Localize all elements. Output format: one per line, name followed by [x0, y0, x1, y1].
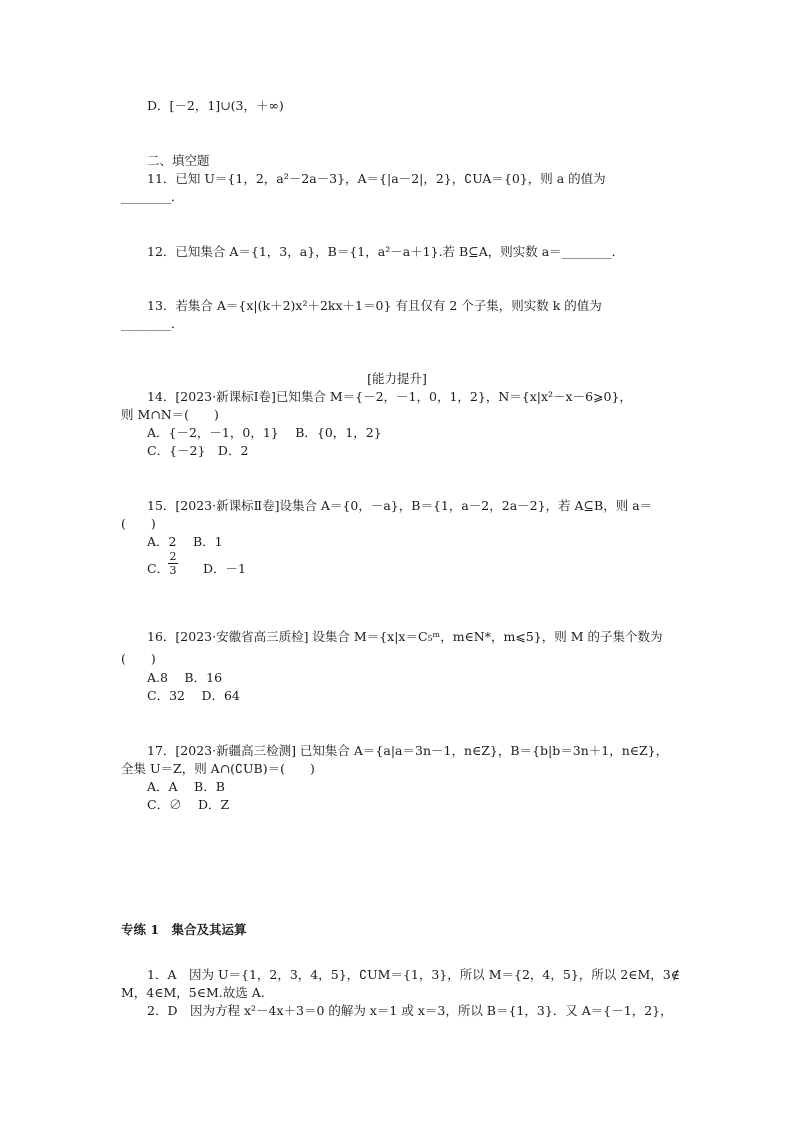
- question-14-line-2: 则 M∩N＝( ): [121, 407, 219, 422]
- question-12: 12．已知集合 A＝{1，3，a}，B＝{1，a²－a＋1}.若 B⊆A，则实数 a＝________．: [147, 244, 625, 259]
- question-15-option-c-label: C．: [147, 561, 170, 576]
- question-13-line-2: ________．: [121, 316, 184, 331]
- question-14-line-1: 14．[2023·新课标Ⅰ卷]已知集合 M＝{－2，－1，0，1，2}，N＝{x|x²－x－6⩾0}，: [147, 389, 632, 404]
- fraction-denominator: 3: [169, 564, 177, 577]
- question-15-options-ab: A．2 B．1: [147, 534, 223, 549]
- question-11-line-2: ________．: [121, 189, 184, 204]
- question-14-options-ab: A．{－2，－1，0，1} B．{0，1，2}: [147, 425, 382, 440]
- prev-question-option-d: D．[－2，1]∪(3，＋∞): [147, 98, 284, 113]
- question-17-line-2: 全集 U＝Z，则 A∩(∁UB)＝( ): [121, 761, 315, 776]
- question-15-fraction: [168, 550, 178, 577]
- question-15-line-1: 15．[2023·新课标Ⅱ卷]设集合 A＝{0，－a}，B＝{1，a－2，2a－2}，若 A⊆B，则 a＝: [147, 498, 653, 513]
- question-17-line-1: 17．[2023·新疆高三检测] 已知集合 A＝{a|a＝3n－1，n∈Z}，B＝{b|b＝3n＋1，n∈Z}，: [147, 743, 669, 758]
- answers-section-title: 专练 1 集合及其运算: [121, 922, 247, 937]
- question-17-options-cd: C．∅ D．Z: [147, 797, 230, 812]
- question-16-options-cd: C．32 D．64: [147, 688, 240, 703]
- section-heading-ability: [能力提升]: [367, 371, 427, 386]
- answer-1-line-1: 1．A 因为 U＝{1，2，3，4，5}，∁UM＝{1，3}，所以 M＝{2，4，5}，所以 2∈M，3∉: [147, 967, 680, 982]
- question-11-line-1: 11．已知 U＝{1，2，a²－2a－3}，A＝{|a－2|，2}，∁UA＝{0}，则 a 的值为: [147, 171, 606, 186]
- question-15-line-2: ( ): [121, 516, 156, 531]
- answer-1-line-2: M，4∈M，5∈M.故选 A.: [121, 985, 265, 1000]
- question-16-options-ab: A.8 B．16: [147, 670, 223, 685]
- question-15-option-d: D．－1: [203, 561, 246, 576]
- question-14-options-cd: C．{－2} D．2: [147, 443, 249, 458]
- answer-2-line-1: 2．D 因为方程 x²－4x＋3＝0 的解为 x＝1 或 x＝3，所以 B＝{1，3}．又 A＝{－1，2}，: [147, 1003, 673, 1018]
- question-17-options-ab: A．A B．B: [147, 779, 225, 794]
- question-16-line-2: ( ): [121, 651, 156, 666]
- question-16-line-1: 16．[2023·安徽省高三质检] 设集合 M＝{x|x＝C₅ᵐ，m∈N*，m⩽5}，则 M 的子集个数为: [147, 629, 663, 644]
- fraction-numerator: 2: [169, 550, 177, 563]
- section-heading-fill-in: 二、填空题: [147, 153, 210, 168]
- question-13-line-1: 13．若集合 A＝{x|(k＋2)x²＋2kx＋1＝0} 有且仅有 2 个子集，则实数 k 的值为: [147, 298, 602, 313]
